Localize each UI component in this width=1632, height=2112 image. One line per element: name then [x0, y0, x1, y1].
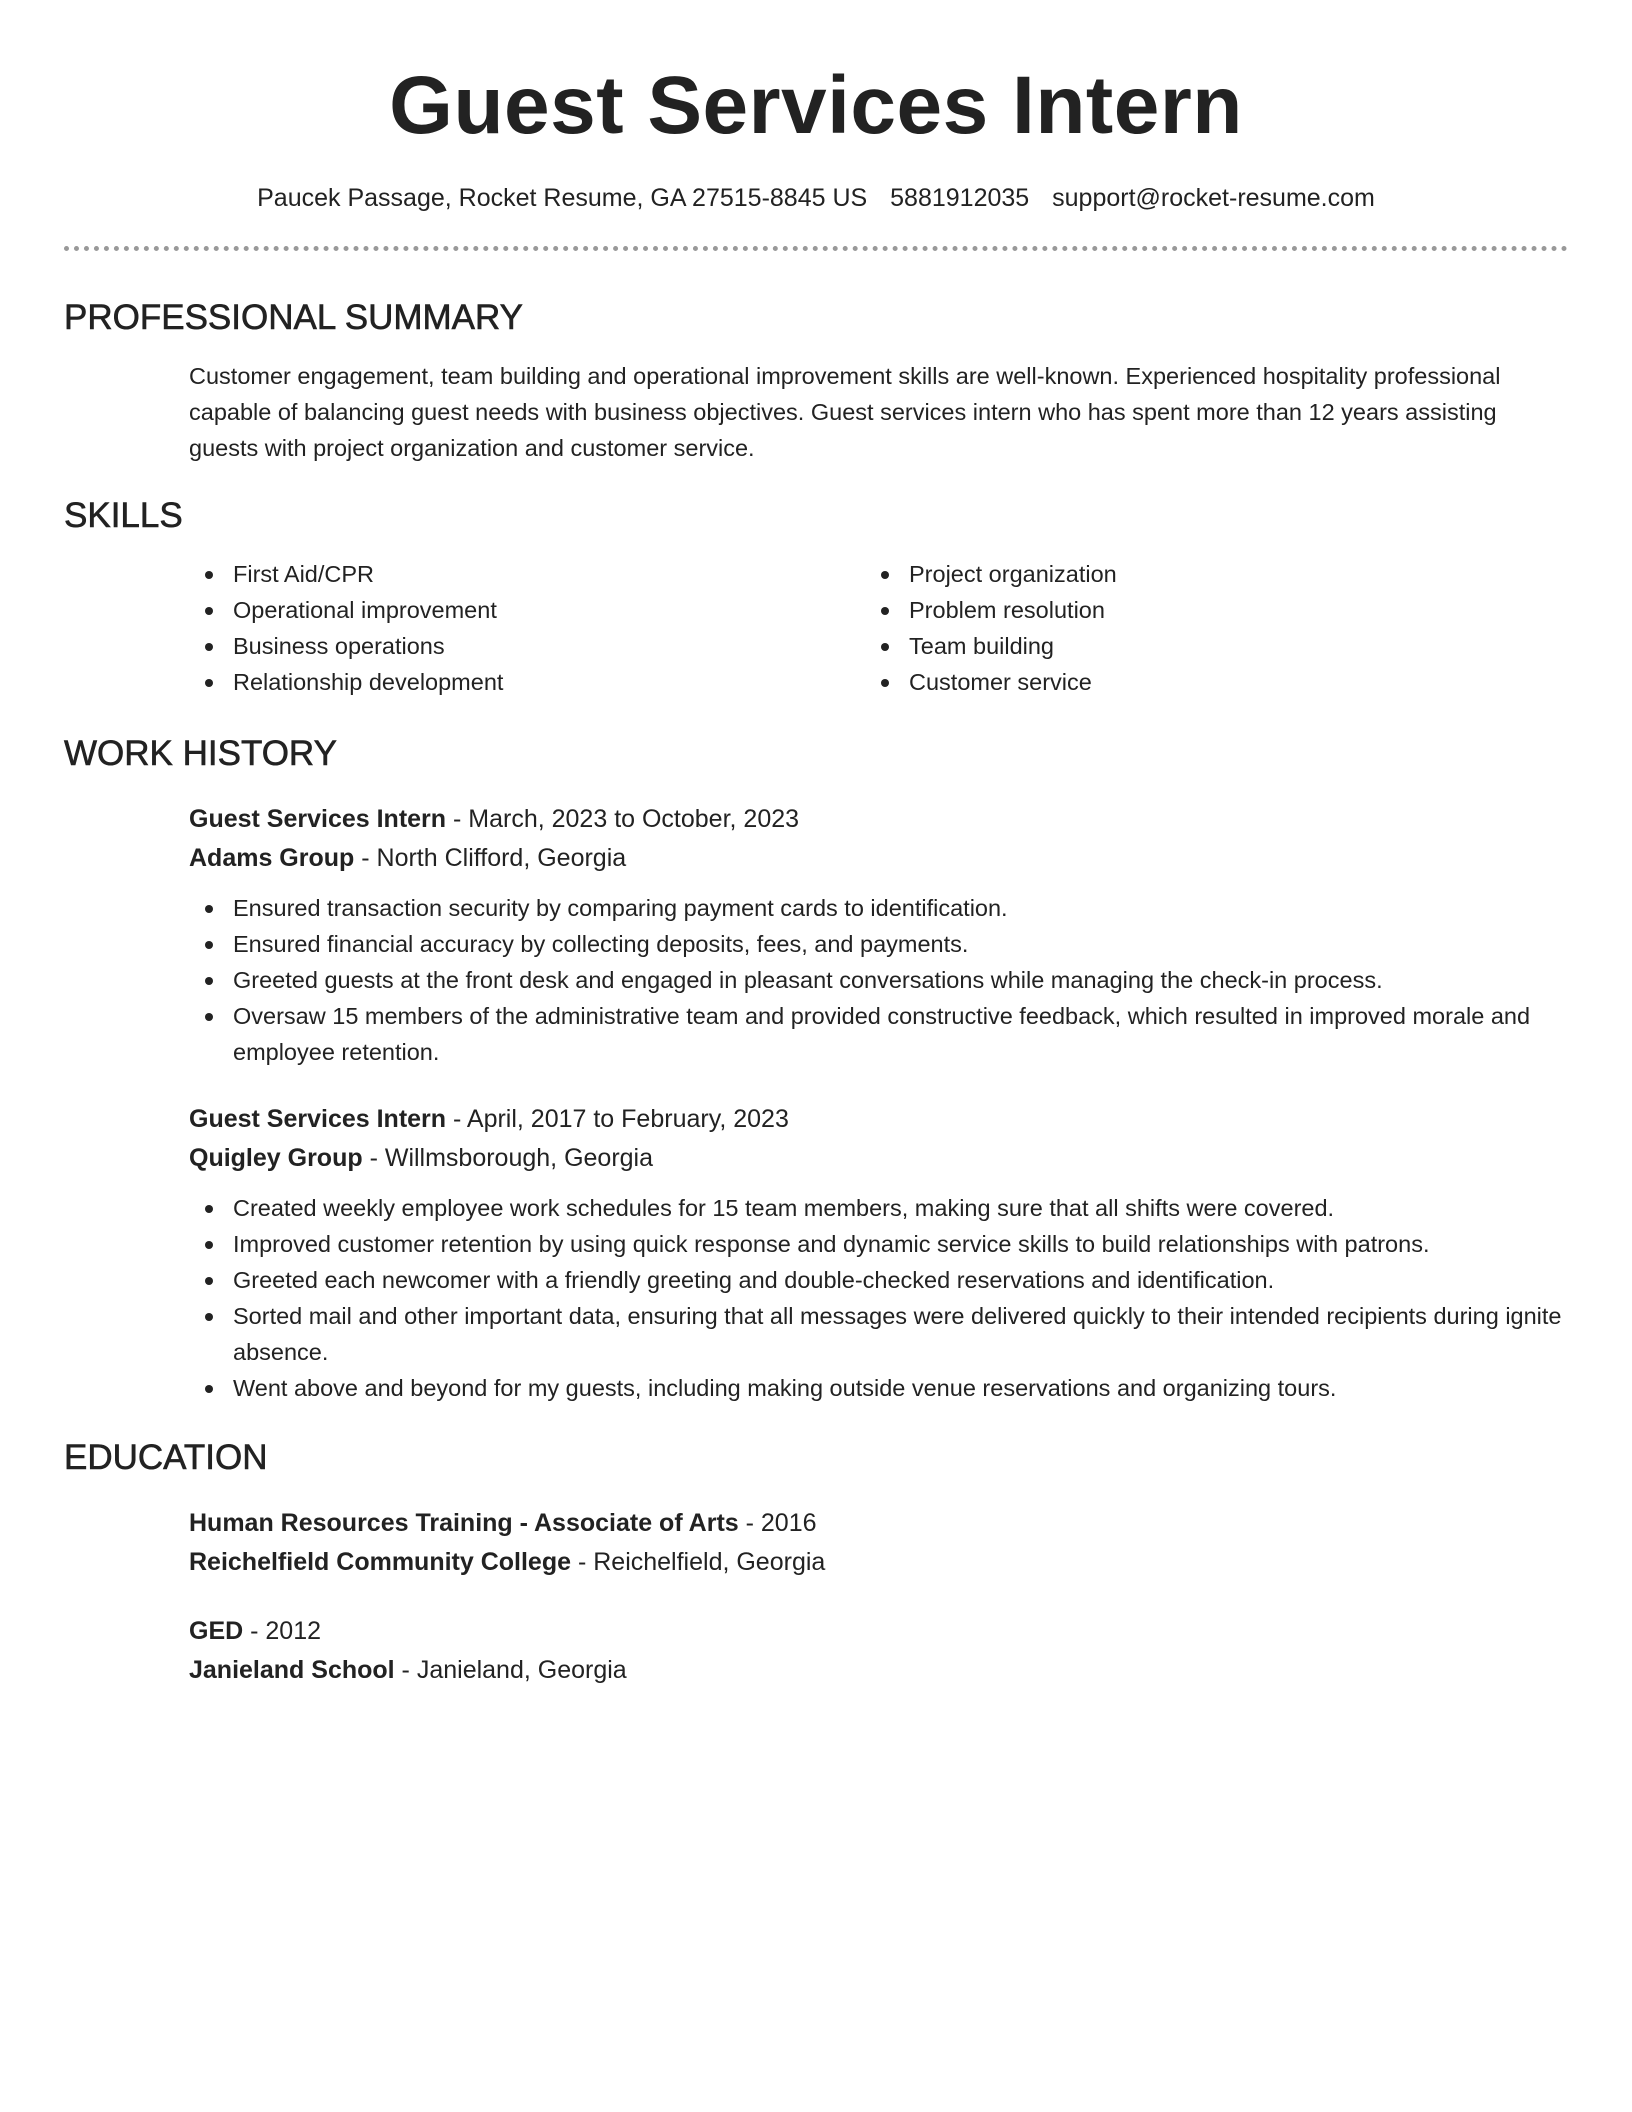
education-section: [64, 1436, 1568, 1690]
education-location: - Reichelfield, Georgia: [571, 1548, 826, 1576]
education-year: - 2012: [243, 1617, 322, 1645]
job-bullet: Ensured financial accuracy by collecting deposits, fees, and payments.: [189, 926, 1568, 962]
skills-grid: [189, 556, 1568, 700]
job-company-line: [189, 839, 1568, 878]
education-degree: Human Resources Training - Associate of Arts: [189, 1509, 739, 1537]
work-history-section: [64, 732, 1568, 1406]
resume-page: [64, 0, 1568, 1690]
skill-item: Customer service: [865, 664, 1541, 700]
education-entry: [189, 1612, 1568, 1690]
work-history-title: WORK HISTORY: [64, 734, 337, 773]
job-role: Guest Services Intern: [189, 1105, 447, 1133]
job-company-line: [189, 1139, 1568, 1178]
job-dates: - March, 2023 to October, 2023: [446, 805, 800, 833]
education-school-line: [189, 1543, 1568, 1582]
education-entry: [189, 1504, 1568, 1582]
education-school-line: [189, 1651, 1568, 1690]
summary-text: Customer engagement, team building and operational improvement skills are well-known. Experienced hospitality professional capable of balancing guest needs with business objectives. Guest services intern who has spent more than 12 years assisting guests with project organization and customer service.: [189, 363, 1501, 461]
job-bullet: Improved customer retention by using quick response and dynamic service skills to build relationships with patrons.: [189, 1226, 1568, 1262]
job-company: Quigley Group: [189, 1144, 363, 1172]
job-bullet: Greeted each newcomer with a friendly greeting and double-checked reservations and identification.: [189, 1262, 1568, 1298]
candidate-name: Guest Services Intern: [389, 60, 1243, 151]
skill-item: Project organization: [865, 556, 1541, 592]
skill-item: First Aid/CPR: [189, 556, 865, 592]
job-bullet: Greeted guests at the front desk and engaged in pleasant conversations while managing the check-in process.: [189, 962, 1568, 998]
job-role: Guest Services Intern: [189, 805, 447, 833]
job-title-line: [189, 1100, 1568, 1139]
job-title-line: [189, 800, 1568, 839]
job-bullet: Oversaw 15 members of the administrative team and provided constructive feedback, which resulted in improved morale and employee retention.: [189, 998, 1568, 1070]
job-location: - Willmsborough, Georgia: [362, 1144, 654, 1172]
skill-item: Business operations: [189, 628, 865, 664]
education-degree: GED: [189, 1617, 244, 1645]
skills-column-right: [865, 556, 1541, 700]
education-degree-line: [189, 1612, 1568, 1651]
job-entry: [189, 800, 1568, 1070]
skill-item: Operational improvement: [189, 592, 865, 628]
education-location: - Janieland, Georgia: [394, 1656, 627, 1684]
job-dates: - April, 2017 to February, 2023: [446, 1105, 789, 1133]
summary-section: [64, 296, 1568, 466]
job-company: Adams Group: [189, 844, 355, 872]
skills-column-left: [189, 556, 865, 700]
contact-phone: 5881912035: [890, 184, 1030, 212]
job-bullet: Created weekly employee work schedules for 15 team members, making sure that all shifts were covered.: [189, 1190, 1568, 1226]
job-bullet: Sorted mail and other important data, ensuring that all messages were delivered quickly to their intended recipients during ignite absence.: [189, 1298, 1568, 1370]
education-title: EDUCATION: [64, 1438, 268, 1477]
resume-header: [64, 0, 1568, 214]
education-school: Reichelfield Community College: [189, 1548, 572, 1576]
job-entry: [189, 1100, 1568, 1406]
skills-section: [64, 494, 1568, 700]
summary-title: PROFESSIONAL SUMMARY: [64, 298, 523, 337]
job-bullet: Went above and beyond for my guests, including making outside venue reservations and organizing tours.: [189, 1370, 1568, 1406]
education-school: Janieland School: [189, 1656, 395, 1684]
skills-title: SKILLS: [64, 496, 183, 535]
education-year: - 2016: [738, 1509, 817, 1537]
header-divider: [64, 246, 1568, 251]
skill-item: Problem resolution: [865, 592, 1541, 628]
skill-item: Team building: [865, 628, 1541, 664]
job-bullet: Ensured transaction security by comparing payment cards to identification.: [189, 890, 1568, 926]
contact-line: [64, 182, 1568, 214]
education-degree-line: [189, 1504, 1568, 1543]
contact-email: support@rocket-resume.com: [1052, 184, 1375, 212]
contact-address: Paucek Passage, Rocket Resume, GA 27515-8845 US: [257, 184, 868, 212]
job-location: - North Clifford, Georgia: [354, 844, 627, 872]
skill-item: Relationship development: [189, 664, 865, 700]
